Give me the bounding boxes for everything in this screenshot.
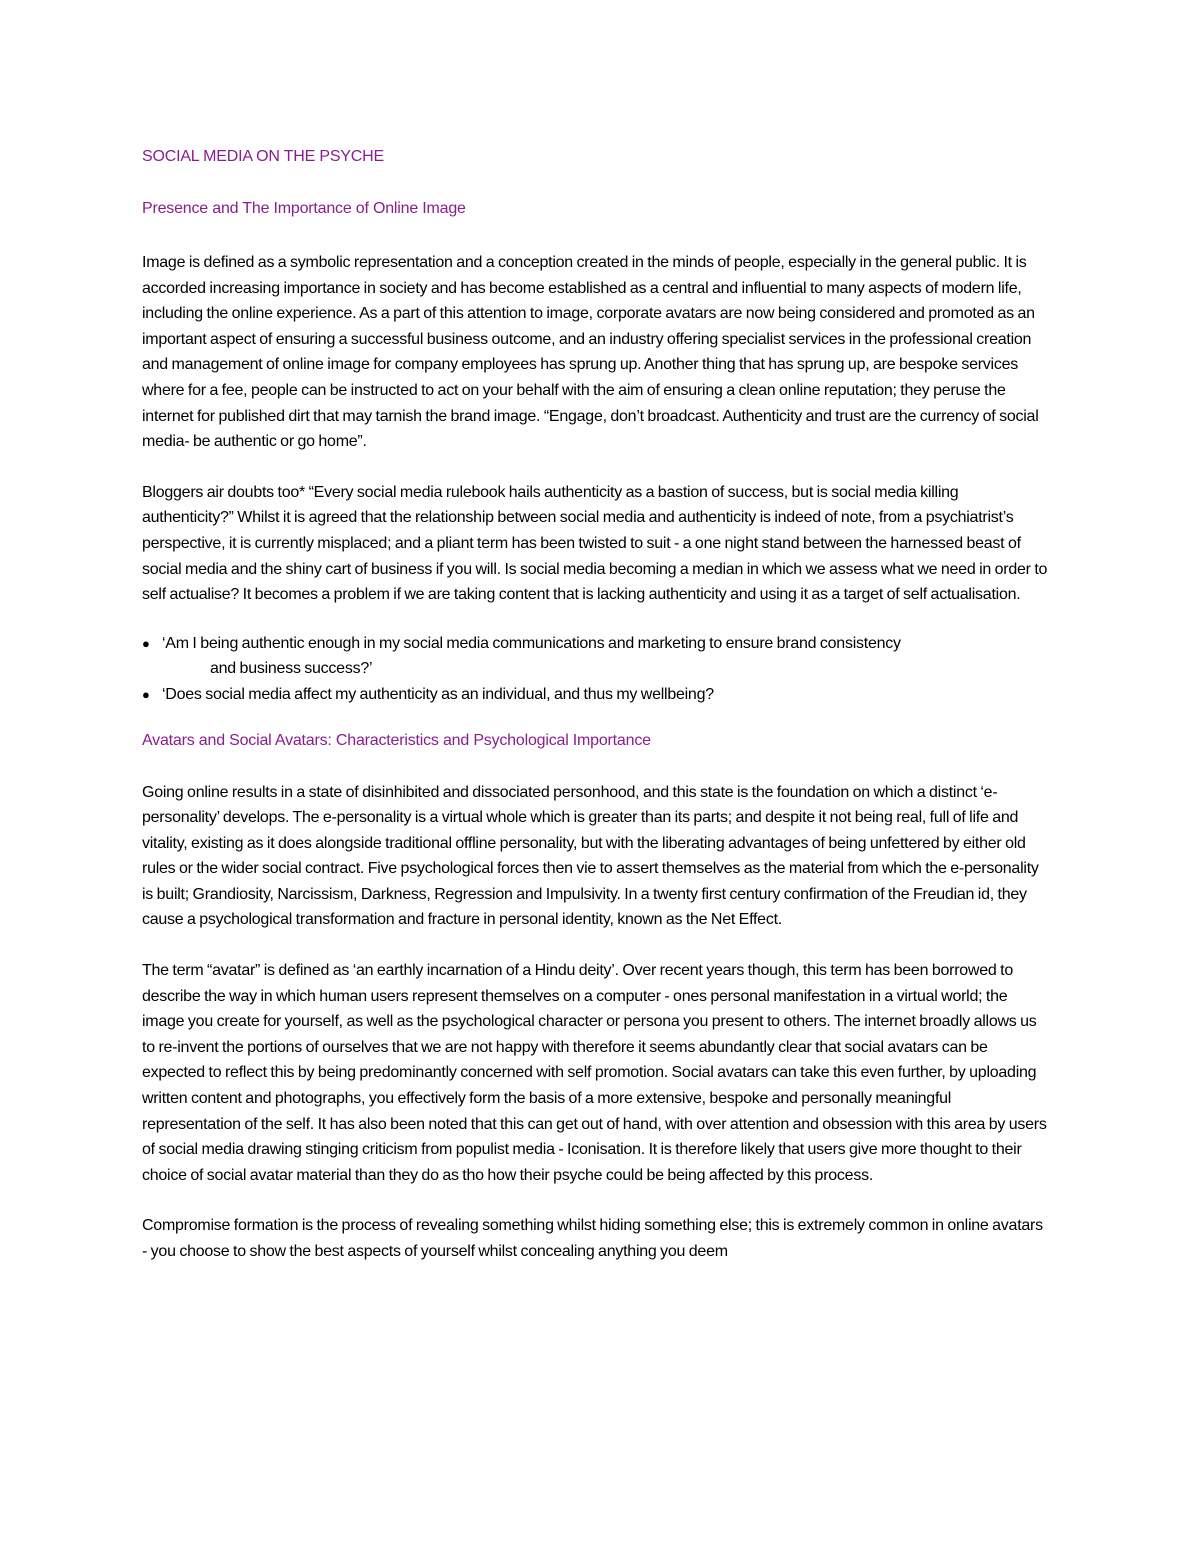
section-heading-online-image: Presence and The Importance of Online Image [142,200,466,217]
bullet-icon: ● [142,635,150,651]
question-list [142,631,1050,708]
paragraph-bloggers-doubts: Bloggers air doubts too* “Every social media rulebook hails authenticity as a bastion of success, but is social media killing authenticity?” Whilst it is agreed that the relationship between social media and authenticity is indeed of note, from a psychiatrist’s perspective, it is currently misplaced; and a pliant term has been twisted to suit - a one night stand between the harnessed beast of social media and the shiny cart of business if you will. Is social media becoming a median in which we assess what we need in order to self actualise? It becomes a problem if we are taking content that is lacking authenticity and using it as a target of self actualisation. [142,483,1048,604]
list-item-line2: and business success?’ [210,660,373,678]
paragraph-e-personality: Going online results in a state of disinhibited and dissociated personhood, and this state is the foundation on which a distinct ‘e-personality’ develops. The e-personality is a virtual whole which is greater than its parts; and despite it not being real, full of life and vitality, existing as it does alongside traditional offline personality, but with the liberating advantages of being unfettered by either old rules or the wider social contract. Five psychological forces then vie to assert themselves as the material from which the e-personality is built; Grandiosity, Narcissism, Darkness, Regression and Impulsivity. In a twenty first century confirmation of the Freudian id, they cause a psychological transformation and fracture in personal identity, known as the Net Effect. [142,783,1039,929]
document-title: SOCIAL MEDIA ON THE PSYCHE [142,148,384,165]
paragraph-compromise-formation: Compromise formation is the process of revealing something whilst hiding something else; this is extremely common in online avatars - you choose to show the best aspects of yourself whilst concealing anything you deem [142,1217,1043,1260]
paragraph-avatar-definition: The term “avatar” is defined as ‘an earthly incarnation of a Hindu deity’. Over recent years though, this term has been borrowed to describe the way in which human users represent themselves on a computer - ones personal manifestation in a virtual world; the image you create for yourself, as well as the psychological character or persona you present to others. The internet broadly allows us to re-invent the portions of ourselves that we are not happy with therefore it seems abundantly clear that social avatars can be expected to reflect this by being predominantly concerned with self promotion. Social avatars can take this even further, by uploading written content and photographs, you effectively form the basis of a more extensive, bespoke and personally meaningful representation of the self. It has also been noted that this can get out of hand, with over attention and obsession with this area by users of social media drawing stinging criticism from populist media - Iconisation. It is therefore likely that users give more thought to their choice of social avatar material than they do as tho how their psyche could be being affected by this process. [142,962,1047,1184]
paragraph-image-definition: Image is defined as a symbolic representation and a conception created in the minds of people, especially in the general public. It is accorded increasing importance in society and has become established as a central and influential to many aspects of modern life, including the online experience. As a part of this attention to image, corporate avatars are now being considered and promoted as an important aspect of ensuring a successful business outcome, and an industry offering specialist services in the professional creation and management of online image for company employees has sprung up. Another thing that has sprung up, are bespoke services where for a fee, people can be instructed to act on your behalf with the aim of ensuring a clean online reputation; they peruse the internet for published dirt that may tarnish the brand image. “Engage, don’t broadcast. Authenticity and trust are the currency of social media- be authentic or go home”. [142,254,1039,451]
list-item-line1: ‘Does social media affect my authenticity as an individual, and thus my wellbeing? [162,685,714,703]
section-heading-avatars: Avatars and Social Avatars: Characteristics and Psychological Importance [142,731,651,749]
bullet-icon: ● [142,686,150,702]
list-item [142,682,1050,708]
list-item [142,631,1050,682]
list-item-line1: ‘Am I being authentic enough in my social media communications and marketing to ensure brand consistency [162,634,901,652]
